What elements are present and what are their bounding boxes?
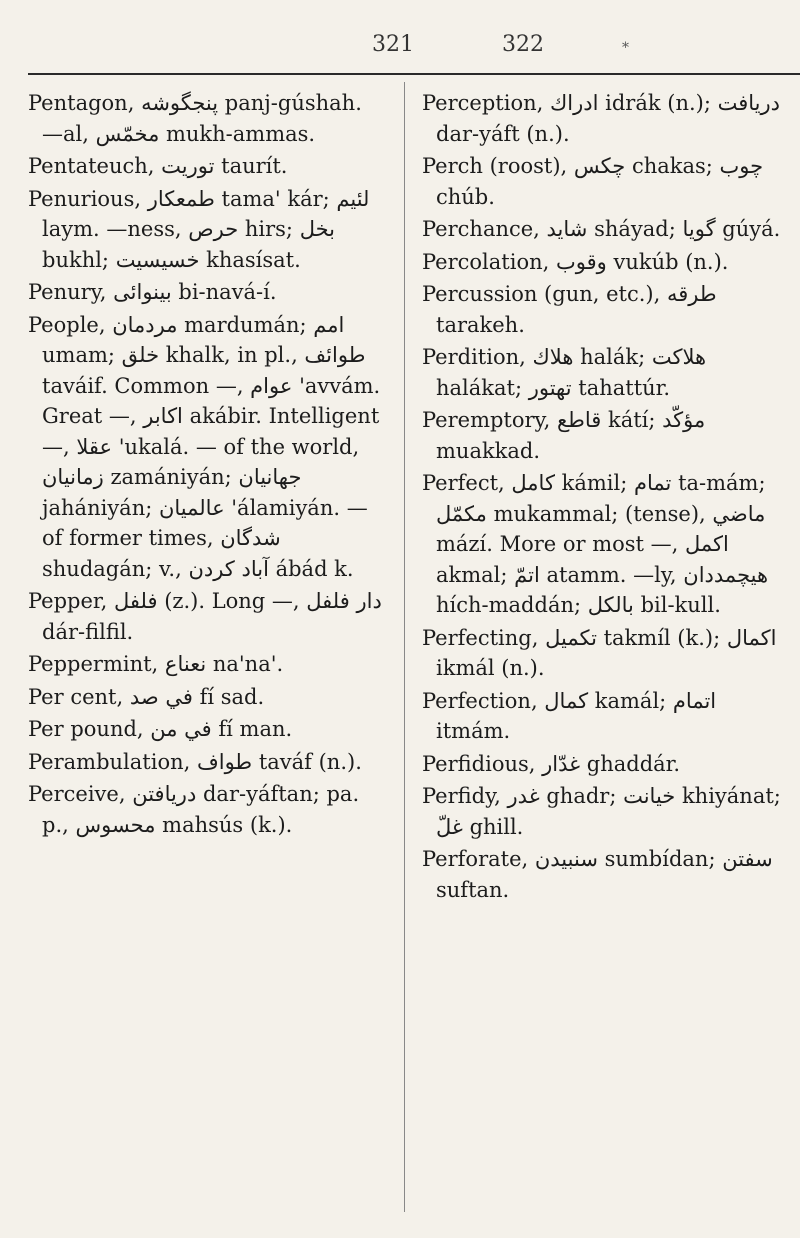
dictionary-entry: Pentagon, پنجگوشه panj-gúshah. —al, مخمّس mukh-ammas. (28, 91, 362, 146)
dictionary-entry: Penury, بینوائی bi-navá-í. (28, 280, 277, 304)
dictionary-entry: Perch (roost), چكس chakas; چوب chúb. (422, 154, 764, 209)
page-number-right: 322 (502, 32, 544, 57)
column-divider (404, 82, 405, 1212)
dictionary-entry: Perfecting, تكميل takmíl (k.); اكمال ikmál (n.). (422, 625, 777, 680)
dictionary-entry: Percussion (gun, etc.), طرقه tarakeh. (422, 282, 717, 337)
header-rule (28, 73, 800, 75)
dictionary-entry: Perdition, هلاك halák; هلاكت halákat; تهتور tahattúr. (422, 345, 707, 400)
dictionary-entry: Peppermint, نعناع na'na'. (28, 652, 284, 676)
right-column (422, 88, 782, 907)
dictionary-entry: Pentateuch, توريت taurít. (28, 154, 288, 178)
dictionary-entry: People, مردمان mardumán; امم umam; خلق khalk, in pl., طوائف taváif. Common —, عوام 'avvám. Great —, اكابر akábir. Intelligent —, عقلا 'ukalá. — of the world, زمانيان zamániyán; جهانيان jahániyán; عالميان 'álamiyán. — of former times, شدگان shudagán; v., آباد كردن ábád k. (28, 312, 381, 581)
dictionary-entry: Per pound, في من fí man. (28, 717, 293, 741)
dictionary-entry: Peremptory, قاطع kátí; مؤكّد muakkad. (422, 408, 706, 463)
dictionary-entry: Perfidy, غدر ghadr; خيانت khiyánat; غلّ ghill. (422, 784, 781, 839)
dictionary-entry: Perception, ادراك idrák (n.); دريافت dar-yáft (n.). (422, 91, 780, 146)
dictionary-entry: Penurious, طمعكار tama' kár; لئيم laym. —ness, حرص hirs; بخل bukhl; خسيسيت khasísat. (28, 186, 370, 272)
dictionary-entry: Per cent, في صد fí sad. (28, 684, 265, 709)
dictionary-entry: Perforate, سنبيدن sumbídan; سفتن suftan. (422, 847, 773, 902)
page-number-left: 321 (372, 32, 414, 57)
dictionary-entry: Perfection, كمال kamál; اتمام itmám. (422, 688, 717, 743)
dictionary-entry: Perchance, شايد sháyad; گويا gúyá. (422, 217, 781, 241)
dictionary-entry: Perambulation, طواف taváf (n.). (28, 749, 362, 774)
dictionary-entry: Pepper, فلفل (z.). Long —, دار فلفل dár-filfil. (28, 589, 382, 644)
dictionary-entry: Perceive, دريافتن dar-yáftan; pa. p., محسوس mahsús (k.). (28, 782, 360, 837)
dictionary-entry: Perfidious, غدّار ghaddár. (422, 751, 681, 776)
dictionary-entry: Perfect, كامل kámil; تمام ta-mám; مكمّل mukammal; (tense), ماضي mází. More or most —, اكمل akmal; اتمّ atamm. —ly, هيچمددان hích-maddán; بالكل bil-kull. (422, 471, 769, 617)
dictionary-entry: Percolation, وقوب vukúb (n.). (422, 249, 729, 274)
corner-mark: * (622, 40, 629, 56)
left-column (28, 88, 388, 842)
